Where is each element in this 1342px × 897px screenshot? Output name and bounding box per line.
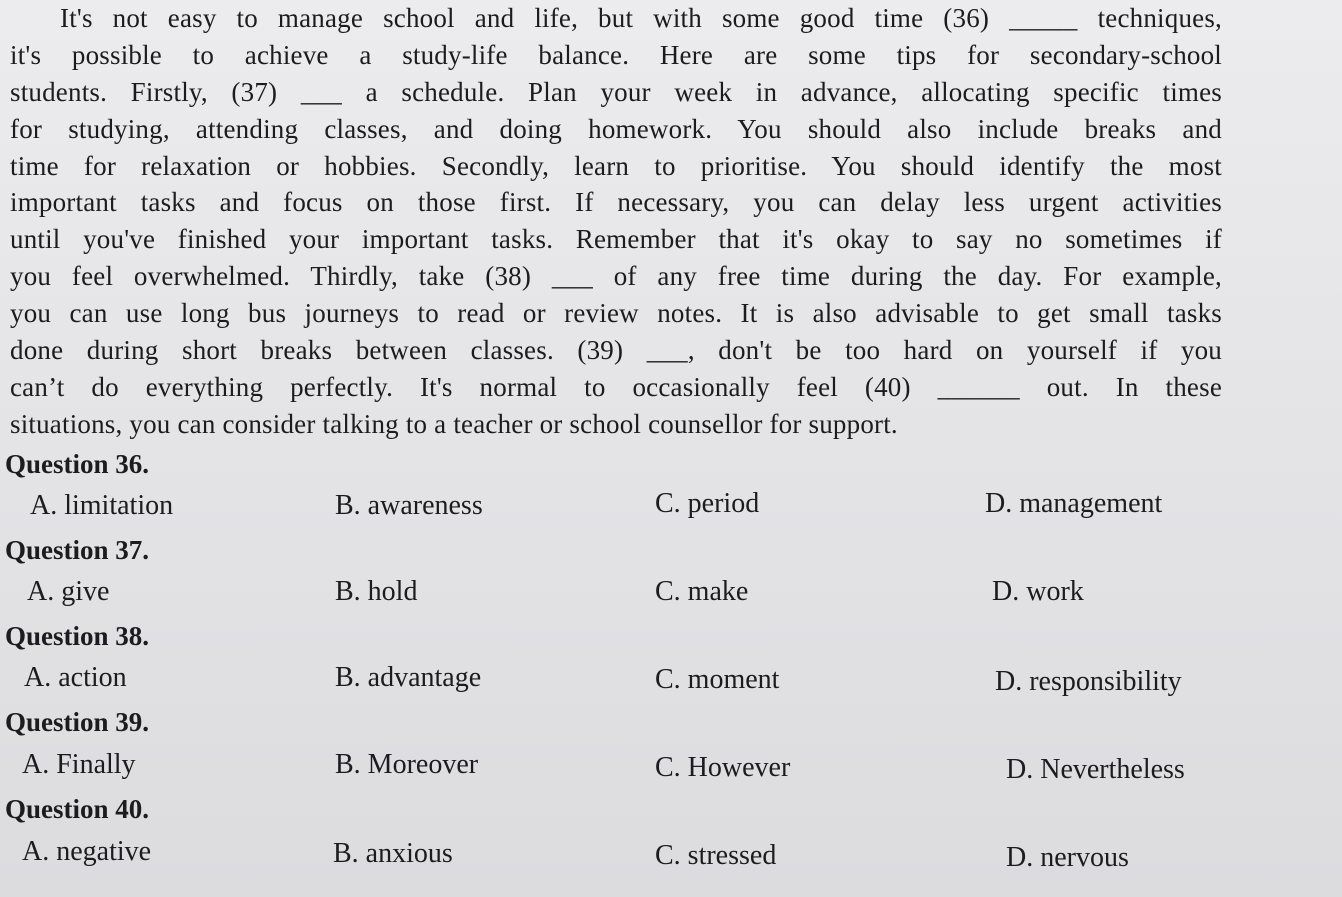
question-40-option-c: C. stressed [655,840,777,871]
passage-line: for studying, attending classes, and doing homework. You should also include breaks and [10,113,1222,144]
question-38-option-b: B. advantage [335,662,482,693]
question-36-option-a: A. limitation [30,490,174,521]
question-39-option-b: B. Moreover [335,749,479,780]
question-40-option-d: D. nervous [1006,842,1129,873]
passage-line: until you've finished your important tasks. Remember that it's okay to say no sometimes if [10,224,1222,255]
question-37-option-b: B. hold [335,576,418,607]
question-38-label: Question 38. [5,621,150,651]
passage-line: can’t do everything perfectly. It's normal to occasionally feel (40) ______ out. In these [10,371,1222,402]
passage-line: you can use long bus journeys to read or review notes. It is also advisable to get small tasks [10,298,1222,329]
question-40-option-a: A. negative [22,836,152,867]
passage-line: important tasks and focus on those first. If necessary, you can delay less urgent activities [10,187,1222,218]
question-37-option-d: D. work [992,576,1084,607]
question-37-option-a: A. give [27,576,110,607]
question-37-option-c: C. make [655,576,749,607]
reading-passage [10,0,1222,443]
passage-line: situations, you can consider talking to a teacher or school counsellor for support. [10,408,898,439]
passage-line: It's not easy to manage school and life, but with some good time (36) _____ techniques, [60,3,1222,33]
passage-line: done during short breaks between classes. (39) ___, don't be too hard on yourself if you [10,335,1222,366]
question-36-option-d: D. management [985,488,1163,519]
question-38-option-d: D. responsibility [995,666,1182,697]
question-40-label: Question 40. [5,794,150,824]
question-39-option-a: A. Finally [22,749,136,780]
question-39-label: Question 39. [5,707,150,737]
question-39-option-d: D. Nevertheless [1006,754,1185,785]
question-36-option-c: C. period [655,488,760,519]
passage-line: it's possible to achieve a study-life balance. Here are some tips for secondary-school [10,39,1222,70]
passage-line: time for relaxation or hobbies. Secondly, learn to prioritise. You should identify the most [10,150,1222,181]
question-37-label: Question 37. [5,535,150,565]
passage-line: students. Firstly, (37) ___ a schedule. Plan your week in advance, allocating specific times [10,76,1222,107]
question-36-option-b: B. awareness [335,490,483,521]
question-40-option-b: B. anxious [333,838,453,869]
passage-line: you feel overwhelmed. Thirdly, take (38) ___ of any free time during the day. For example, [10,261,1222,292]
question-38-option-a: A. action [24,662,127,693]
question-39-option-c: C. However [655,752,791,783]
question-38-option-c: C. moment [655,664,780,695]
question-36-label: Question 36. [5,449,150,479]
